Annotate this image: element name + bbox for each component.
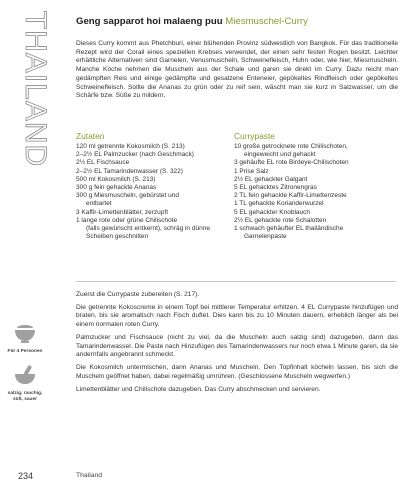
recipe-title-main: Geng sapparot hoi malaeng puu [76, 16, 223, 27]
ingredient-item: 120 ml getrennte Kokosmilch (S. 213) [76, 143, 185, 150]
taste-label: salzig, rauchig, süß, sauer [7, 391, 43, 402]
footer-section-name: Thailand [76, 472, 103, 479]
currypaste-item: 1 schwach gehäufter EL thailändische [234, 225, 344, 233]
method-step: Die Kokosmilch untermischen, dann Ananas und Muscheln. Den Topfinhalt köcheln lassen, bis sich die Muscheln geöffnet haben, dabei regelmäßig umrühren. (Geschlossene Muscheln wegwerfen.) [76, 364, 398, 380]
ingredient-item: 500 ml Kokosmilch (S. 213) [76, 175, 156, 183]
currypaste-list [234, 143, 404, 241]
method-step: Palmzucker und Fischsauce (nicht zu viel, da die Muscheln auch salzig sind) dazugeben, dann das Tamarindenwasser. Die Paste nach Hinzufügen des Tamarindenwassers nur noch etwa 1 Minute garen, da sie andernfalls angebrannt schmeckt. [76, 333, 398, 359]
mortar-pestle-icon [13, 364, 37, 386]
serves-info [6, 322, 44, 355]
serves-label: Für 4 Personen [7, 349, 43, 354]
currypaste-item: eingeweicht und gehackt [244, 151, 316, 159]
recipe-intro: Dieses Curry kommt aus Phetchburi, einer blühenden Provinz südwestlich von Bangkok. Für das traditionelle Rezept wird der Corail eines speziellen Krebses verwendet, der einen sehr festen Rogen besitzt. Leichter erhältliche Alternativen sind Garnelen, Venusmuscheln, Schweinefleisch, Huhn oder, wie hier, Miesmuscheln. Manche Köche nehmen die Muscheln aus der Schale und garen sie direkt im Curry. Dazu reicht man gedämpften Reis und einige gedämpfte und gesalzene Enteneier, gepökeltes Rindfleisch oder gepökeltes Schweinefleisch. Sollte die Ananas zu grün oder zu reif sein, wäscht man sie kurz in Salzwasser, um die Schärfe bzw. Süße zu mildern. [76, 40, 398, 100]
currypaste-heading: Currypaste [234, 131, 275, 141]
ingredient-item: 2–2½ EL Tamarindenwasser (S. 322) [76, 167, 183, 175]
ingredient-item: entbartet [86, 200, 112, 208]
page-number: 234 [18, 471, 34, 481]
ingredient-item: 1 lange rote oder grüne Chilischote [76, 216, 178, 224]
method-step: Die getrennte Kokoscreme in einem Topf bei mittlerer Temperatur erhitzen. 4 EL Currypaste hinzufügen und braten, bis sie aromatisch nach Fisch duftet. Dies kann bis zu 10 Minuten dauern, erheblich länger als bei einem normalen roten Curry. [76, 303, 398, 329]
method-step: Zuerst die Currypaste zubereiten (S. 217). [76, 291, 200, 298]
ingredient-item: 300 g Miesmuscheln, gebürstet und [76, 192, 179, 200]
recipe-subtitle: Miesmuschel-Curry [225, 16, 308, 27]
ingredient-item: 2½ EL Fischsauce [76, 159, 130, 167]
ingredient-item: Scheiben geschnitten [86, 233, 149, 241]
currypaste-item: 10 große getrocknete rote Chilischoten, [234, 143, 348, 150]
method-step: Limettenblätter und Chilischote dazugeben. Das Curry abschmecken und servieren. [76, 385, 321, 393]
ingredient-item: (falls gewünscht entkernt), schräg in dünne [86, 225, 210, 233]
section-divider [76, 281, 396, 282]
taste-info [6, 364, 44, 403]
currypaste-item: 1 TL gehackte Korianderwurzel [234, 200, 324, 208]
side-title-text: THAILAND [19, 10, 53, 168]
currypaste-item: 2½ EL gehackte rote Schalotten [234, 216, 327, 224]
recipe-title [76, 16, 406, 28]
currypaste-item: 2½ EL gehackter Galgant [234, 175, 308, 183]
currypaste-item: 3 gehäufte EL rote Birdeye-Chilischoten [234, 159, 349, 167]
currypaste-item: 5 EL gehacktes Zitronengras [234, 184, 317, 192]
ingredient-item: 2–2½ EL Palmzucker (nach Geschmack) [76, 151, 194, 159]
ingredients-heading: Zutaten [76, 131, 105, 141]
currypaste-item: 5 EL gehackter Knoblauch [234, 208, 311, 216]
currypaste-item: Garnelenpaste [244, 233, 287, 241]
bowl-icon [13, 322, 37, 344]
ingredient-item: 3 Kaffir-Limettenblätter, zerzupft [76, 208, 169, 216]
side-title [12, 10, 58, 168]
ingredients-list [76, 143, 226, 241]
currypaste-item: 2 TL fein gehackte Kaffir-Limettenzeste [234, 192, 347, 200]
ingredient-item: 300 g fein gehackte Ananas [76, 184, 157, 192]
currypaste-item: 1 Prise Salz [234, 167, 269, 175]
method-steps [76, 291, 398, 398]
